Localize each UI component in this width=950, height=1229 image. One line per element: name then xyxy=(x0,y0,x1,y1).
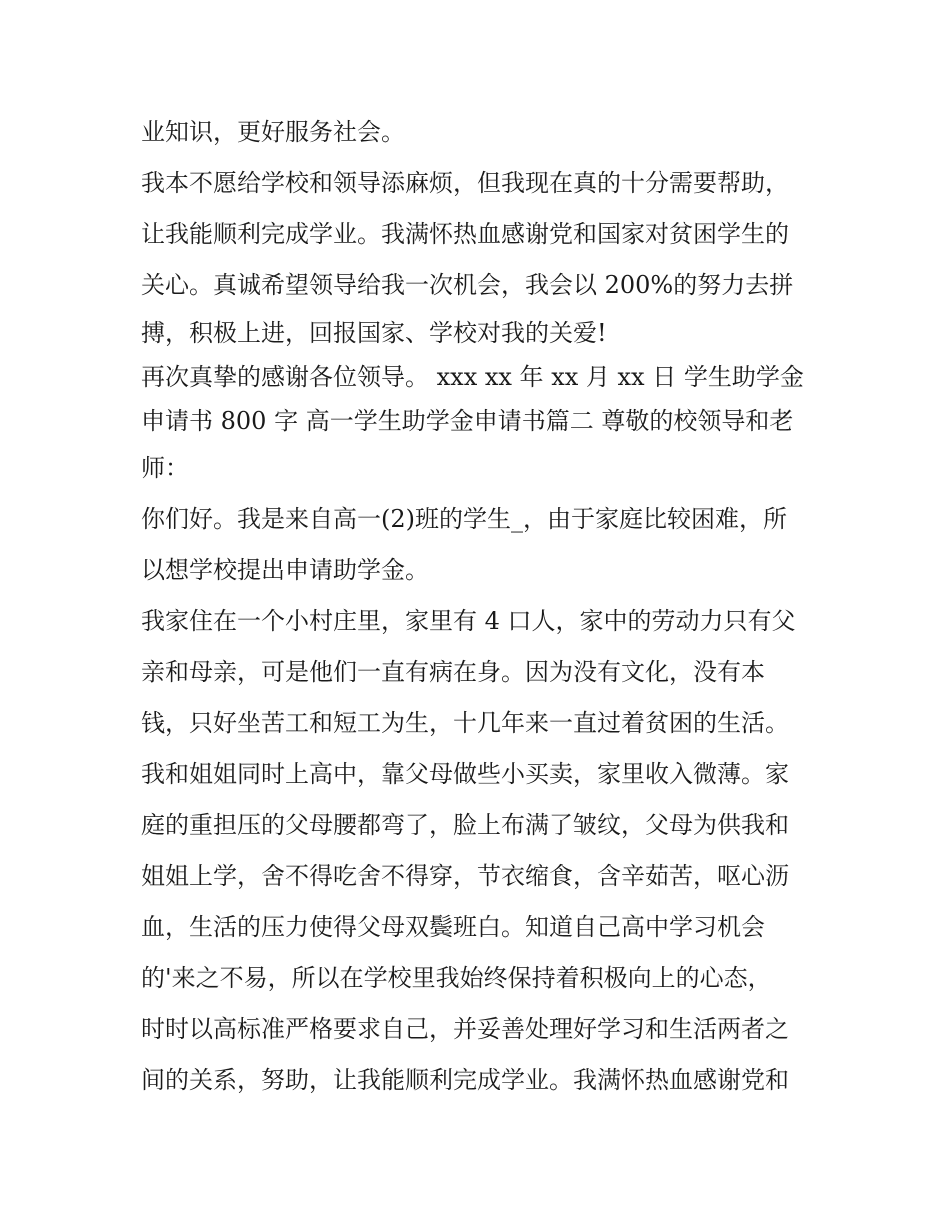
text-line: 我本不愿给学校和领导添麻烦，但我现在真的十分需要帮助， xyxy=(141,169,789,197)
text-line: 关心。真诚希望领导给我一次机会，我会以 200%的努力去拼 xyxy=(141,271,794,299)
text-line: 再次真挚的感谢各位领导。 xxx xx 年 xx 月 xx 日 学生助学金 xyxy=(141,363,804,391)
text-line: 师： xyxy=(141,454,189,482)
text-line: 业知识，更好服务社会。 xyxy=(141,118,405,146)
text-line: 我和姐姐同时上高中，靠父母做些小买卖，家里收入微薄。家 xyxy=(141,760,789,788)
text-line: 庭的重担压的父母腰都弯了，脸上布满了皱纹，父母为供我和 xyxy=(141,811,789,839)
text-line: 让我能顺利完成学业。我满怀热血感谢党和国家对贫困学生的 xyxy=(141,220,789,248)
text-line: 间的关系，努助，让我能顺利完成学业。我满怀热血感谢党和 xyxy=(141,1066,789,1094)
text-line: 时时以高标准严格要求自己，并妥善处理好学习和生活两者之 xyxy=(141,1015,789,1043)
text-line: 我家住在一个小村庄里，家里有 4 口人，家中的劳动力只有父 xyxy=(141,607,796,635)
text-line: 血，生活的压力使得父母双鬓班白。知道自己高中学习机会 xyxy=(141,913,765,941)
text-line: 姐姐上学，舍不得吃舍不得穿，节衣缩食，含辛茹苦，呕心沥 xyxy=(141,862,789,890)
text-line: 钱，只好坐苦工和短工为生，十几年来一直过着贫困的生活。 xyxy=(141,709,789,737)
document-body xyxy=(141,107,831,1106)
text-line: 的'来之不易，所以在学校里我始终保持着积极向上的心态， xyxy=(141,964,772,992)
text-line: 你们好。我是来自高一(2)班的学生_，由于家庭比较困难，所 xyxy=(141,505,787,533)
text-line: 申请书 800 字 高一学生助学金申请书篇二 尊敬的校领导和老 xyxy=(141,407,794,435)
text-line: 搏，积极上进，回报国家、学校对我的关爱! xyxy=(141,319,607,347)
text-line: 以想学校提出申请助学金。 xyxy=(141,556,429,584)
text-line: 亲和母亲，可是他们一直有病在身。因为没有文化，没有本 xyxy=(141,658,765,686)
